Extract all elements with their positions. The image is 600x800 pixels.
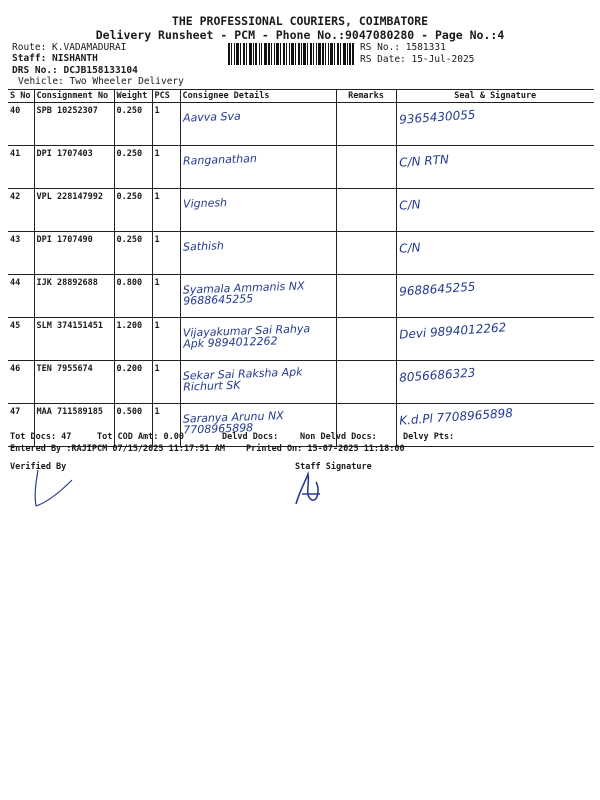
remarks-cell (336, 146, 396, 189)
consignee-handwriting: Ranganathan (182, 152, 257, 168)
consignee-cell (180, 318, 336, 361)
signature-cell (396, 146, 594, 189)
remarks-cell (336, 232, 396, 275)
consignee-handwriting: Aavva Sva (182, 109, 241, 125)
staff-signature-icon (290, 470, 330, 510)
signature-cell (396, 275, 594, 318)
route-label: Route: K.VADAMADURAI (12, 42, 127, 53)
entered-by: Entered By :RAJIPCM 07/15/2025 11:17:51 AM (10, 444, 225, 454)
consignee-cell (180, 103, 336, 146)
weight-cell: 0.250 (114, 103, 152, 146)
col-consignee: Consignee Details (180, 90, 336, 103)
consignment-cell: VPL 228147992 (34, 189, 114, 232)
table-header-row (8, 90, 594, 103)
remarks-cell (336, 275, 396, 318)
signature-handwriting: C/N (398, 240, 421, 256)
consignee-handwriting: Saranya Arunu NX 7708965898 (182, 409, 284, 437)
staff-label: Staff: NISHANTH (12, 53, 98, 64)
delivery-table (8, 89, 594, 447)
col-weight: Weight (114, 90, 152, 103)
weight-cell: 0.200 (114, 361, 152, 404)
col-consignment: Consignment No (34, 90, 114, 103)
pcs-cell: 1 (152, 318, 180, 361)
consignee-handwriting: Vijayakumar Sai Rahya Apk 9894012262 (182, 322, 310, 351)
sno-cell: 41 (8, 146, 34, 189)
sno-cell: 40 (8, 103, 34, 146)
signature-cell (396, 361, 594, 404)
runsheet-subtitle: Delivery Runsheet - PCM - Phone No.:9047080280 - Page No.:4 (95, 28, 505, 42)
non-delivered-docs: Non Delvd Docs: (300, 432, 377, 442)
weight-cell: 0.800 (114, 275, 152, 318)
printed-on: Printed On: 15-07-2025 11:18:00 (246, 444, 405, 454)
signature-handwriting: 9688645255 (398, 279, 476, 299)
pcs-cell: 1 (152, 404, 180, 447)
consignee-handwriting: Sekar Sai Raksha Apk Richurt SK (182, 365, 303, 394)
signature-handwriting: 8056686323 (398, 365, 476, 385)
remarks-cell (336, 361, 396, 404)
delivery-points: Delvy Pts: (403, 432, 455, 442)
rs-number: RS No.: 1581331 (360, 42, 446, 53)
consignee-handwriting: Sathish (182, 239, 224, 254)
sno-cell: 46 (8, 361, 34, 404)
table-row (8, 146, 594, 189)
consignment-cell: TEN 7955674 (34, 361, 114, 404)
consignee-cell (180, 275, 336, 318)
staff-signature-label: Staff Signature (295, 462, 372, 472)
barcode-icon (228, 43, 354, 65)
consignment-cell: DPI 1707403 (34, 146, 114, 189)
delivered-docs: Delvd Docs: (222, 432, 279, 442)
signature-handwriting: Devi 9894012262 (398, 320, 507, 342)
pcs-cell: 1 (152, 146, 180, 189)
sno-cell: 43 (8, 232, 34, 275)
remarks-cell (336, 318, 396, 361)
table-row (8, 189, 594, 232)
table-row (8, 275, 594, 318)
pcs-cell: 1 (152, 275, 180, 318)
signature-handwriting: C/N (398, 197, 421, 213)
consignee-cell (180, 146, 336, 189)
remarks-cell (336, 189, 396, 232)
col-remarks: Remarks (336, 90, 396, 103)
consignee-cell (180, 361, 336, 404)
remarks-cell (336, 103, 396, 146)
signature-handwriting: 9365430055 (398, 107, 476, 127)
weight-cell: 0.500 (114, 404, 152, 447)
sno-cell: 44 (8, 275, 34, 318)
consignee-handwriting: Vignesh (182, 196, 227, 211)
drs-number: DRS No.: DCJB158133104 (12, 65, 138, 76)
consignee-handwriting: Syamala Ammanis NX 9688645255 (182, 279, 305, 308)
weight-cell: 0.250 (114, 189, 152, 232)
table-row (8, 232, 594, 275)
pcs-cell: 1 (152, 189, 180, 232)
consignee-cell (180, 232, 336, 275)
consignment-cell: DPI 1707490 (34, 232, 114, 275)
weight-cell: 0.250 (114, 146, 152, 189)
signature-cell (396, 232, 594, 275)
table-row (8, 361, 594, 404)
col-pcs: PCS (152, 90, 180, 103)
consignment-cell: SPB 10252307 (34, 103, 114, 146)
signature-cell (396, 103, 594, 146)
signature-handwriting: K.d.Pl 7708965898 (398, 405, 513, 428)
col-signature: Seal & Signature (396, 90, 594, 103)
vehicle-label: Vehicle: Two Wheeler Delivery (18, 76, 184, 87)
sno-cell: 45 (8, 318, 34, 361)
weight-cell: 0.250 (114, 232, 152, 275)
company-title: THE PROFESSIONAL COURIERS, COIMBATORE (171, 14, 429, 28)
sno-cell: 47 (8, 404, 34, 447)
table-row (8, 318, 594, 361)
consignment-cell: IJK 28892688 (34, 275, 114, 318)
consignment-cell: SLM 374151451 (34, 318, 114, 361)
consignment-cell: MAA 711589185 (34, 404, 114, 447)
col-sno: S No (8, 90, 34, 103)
verified-by-label: Verified By (10, 462, 67, 472)
pcs-cell: 1 (152, 361, 180, 404)
verifier-signature-icon (20, 466, 80, 510)
total-cod-amount: Tot COD Amt: 0.00 (97, 432, 184, 442)
sno-cell: 42 (8, 189, 34, 232)
signature-handwriting: C/N RTN (398, 152, 449, 170)
consignee-cell (180, 189, 336, 232)
signature-cell (396, 189, 594, 232)
pcs-cell: 1 (152, 232, 180, 275)
signature-cell (396, 318, 594, 361)
total-docs: Tot Docs: 47 (10, 432, 72, 442)
pcs-cell: 1 (152, 103, 180, 146)
table-row (8, 103, 594, 146)
weight-cell: 1.200 (114, 318, 152, 361)
rs-date: RS Date: 15-Jul-2025 (360, 54, 475, 65)
